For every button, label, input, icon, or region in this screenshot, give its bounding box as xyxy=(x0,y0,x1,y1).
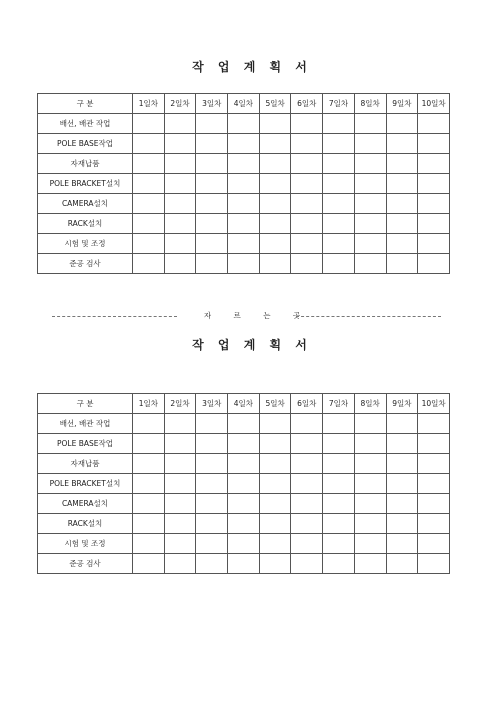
table-row xyxy=(38,494,450,514)
header-day-2: 2일차 xyxy=(164,394,196,414)
row-label: 시험 및 조정 xyxy=(38,534,133,554)
row-label: 시험 및 조정 xyxy=(38,234,133,254)
row-label: POLE BRACKET설치 xyxy=(38,474,133,494)
row-label: CAMERA설치 xyxy=(38,494,133,514)
header-day-9: 9일차 xyxy=(386,394,418,414)
header-day-9: 9일차 xyxy=(386,94,418,114)
table-row xyxy=(38,514,450,534)
header-day-10: 10일차 xyxy=(418,94,450,114)
header-day-7: 7일차 xyxy=(323,394,355,414)
table-row xyxy=(38,214,450,234)
table-row xyxy=(38,154,450,174)
header-day-10: 10일차 xyxy=(418,394,450,414)
header-category: 구 분 xyxy=(38,94,133,114)
table-row xyxy=(38,134,450,154)
header-day-4: 4일차 xyxy=(228,394,260,414)
cut-char: 자 xyxy=(203,311,212,320)
header-day-8: 8일차 xyxy=(354,94,386,114)
header-day-2: 2일차 xyxy=(164,94,196,114)
table-row xyxy=(38,554,450,574)
table-row xyxy=(38,234,450,254)
table-row xyxy=(38,454,450,474)
row-label: RACK설치 xyxy=(38,214,133,234)
header-category: 구 분 xyxy=(38,394,133,414)
header-day-1: 1일차 xyxy=(133,94,165,114)
table-row xyxy=(38,434,450,454)
cut-char: 르 xyxy=(233,311,241,320)
row-label: 자재납품 xyxy=(38,154,133,174)
table-row xyxy=(38,414,450,434)
cut-char: 곳 xyxy=(292,311,301,320)
header-day-1: 1일차 xyxy=(133,394,165,414)
header-day-3: 3일차 xyxy=(196,394,228,414)
row-label: 준공 검사 xyxy=(38,554,133,574)
row-label: 준공 검사 xyxy=(38,254,133,274)
header-day-3: 3일차 xyxy=(196,94,228,114)
cut-char: 는 xyxy=(263,311,271,320)
header-day-5: 5일차 xyxy=(259,394,291,414)
cut-line-dash-right xyxy=(296,316,441,317)
header-day-5: 5일차 xyxy=(259,94,291,114)
table-header-row xyxy=(38,394,450,414)
table-row xyxy=(38,194,450,214)
row-label: 자재납품 xyxy=(38,454,133,474)
header-day-4: 4일차 xyxy=(228,94,260,114)
work-plan-table-1 xyxy=(37,93,450,274)
header-day-7: 7일차 xyxy=(323,94,355,114)
table-row xyxy=(38,534,450,554)
table-header-row xyxy=(38,94,450,114)
row-label: RACK설치 xyxy=(38,514,133,534)
header-day-6: 6일차 xyxy=(291,394,323,414)
table-row xyxy=(38,474,450,494)
table-row xyxy=(38,114,450,134)
row-label: POLE BASE작업 xyxy=(38,434,133,454)
header-day-6: 6일차 xyxy=(291,94,323,114)
row-label: POLE BASE작업 xyxy=(38,134,133,154)
table-row xyxy=(38,254,450,274)
row-label: CAMERA설치 xyxy=(38,194,133,214)
table-row xyxy=(38,174,450,194)
header-day-8: 8일차 xyxy=(354,394,386,414)
cut-line xyxy=(0,310,504,324)
row-label: POLE BRACKET설치 xyxy=(38,174,133,194)
plan-title-1: 작 업 계 획 서 xyxy=(192,60,312,74)
plan-title-2: 작 업 계 획 서 xyxy=(192,338,312,352)
row-label: 배선, 배관 작업 xyxy=(38,114,133,134)
row-label: 배선, 배관 작업 xyxy=(38,414,133,434)
work-plan-table-2 xyxy=(37,393,450,574)
